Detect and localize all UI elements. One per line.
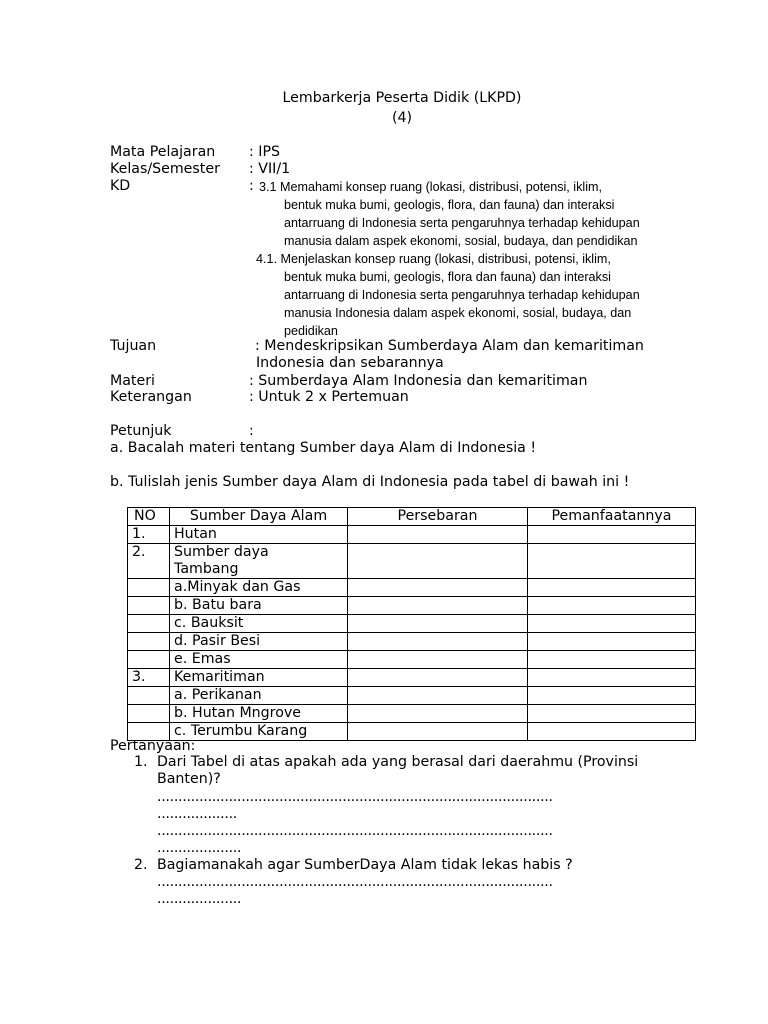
distribution-cell[interactable] <box>348 723 528 741</box>
row-number: 1. <box>128 526 170 544</box>
distribution-cell[interactable] <box>348 544 528 579</box>
resource-name: a.Minyak dan Gas <box>170 579 348 597</box>
material-label: Materi <box>110 373 156 389</box>
kd-line: antarruang di Indonesia serta pengaruhnya terhadap kehidupan <box>284 216 640 230</box>
goal-value: : Mendeskripsikan Sumberdaya Alam dan kemaritiman <box>255 338 644 354</box>
resource-name: d. Pasir Besi <box>170 633 348 651</box>
row-number <box>128 651 170 669</box>
question-2-number: 2. <box>134 857 148 873</box>
kd-line: bentuk muka bumi, geologis, flora dan fauna) dan interaksi <box>284 270 611 284</box>
kd-line: bentuk muka bumi, geologis, flora, dan fauna) dan interaksi <box>284 198 615 212</box>
table-row <box>128 579 696 597</box>
row-number <box>128 687 170 705</box>
usage-cell[interactable] <box>528 579 696 597</box>
table-row <box>128 687 696 705</box>
usage-cell[interactable] <box>528 526 696 544</box>
row-number: 2. <box>128 544 170 579</box>
table-row <box>128 669 696 687</box>
table-row <box>128 597 696 615</box>
note-label: Keterangan <box>110 389 192 405</box>
instruction-a: a. Bacalah materi tentang Sumber daya Alam di Indonesia ! <box>110 440 537 456</box>
note-value: : Untuk 2 x Pertemuan <box>249 389 409 405</box>
header-resource: Sumber Daya Alam <box>170 508 348 526</box>
row-number <box>128 615 170 633</box>
subject-label: Mata Pelajaran <box>110 144 216 160</box>
table-row <box>128 705 696 723</box>
usage-cell[interactable] <box>528 544 696 579</box>
header-no: NO <box>128 508 170 526</box>
usage-cell[interactable] <box>528 651 696 669</box>
resource-name: c. Bauksit <box>170 615 348 633</box>
table-row <box>128 651 696 669</box>
goal-value-cont: Indonesia dan sebarannya <box>256 355 444 371</box>
answer-line[interactable]: .............................................................................................. <box>157 789 553 805</box>
distribution-cell[interactable] <box>348 526 528 544</box>
kd-line: manusia dalam aspek ekonomi, sosial, budaya, dan pendidikan <box>284 234 638 248</box>
resource-name: e. Emas <box>170 651 348 669</box>
question-1-number: 1. <box>134 754 148 770</box>
usage-cell[interactable] <box>528 723 696 741</box>
answer-line[interactable]: .............................................................................................. <box>157 823 553 839</box>
distribution-cell[interactable] <box>348 597 528 615</box>
resource-name: Kemaritiman <box>170 669 348 687</box>
goal-label: Tujuan <box>110 338 157 354</box>
distribution-cell[interactable] <box>348 579 528 597</box>
questions-label: Pertanyaan: <box>110 738 196 754</box>
row-number <box>128 633 170 651</box>
table-row <box>128 544 696 579</box>
usage-cell[interactable] <box>528 633 696 651</box>
instruction-b: b. Tulislah jenis Sumber daya Alam di Indonesia pada tabel di bawah ini ! <box>110 474 630 490</box>
row-number <box>128 705 170 723</box>
distribution-cell[interactable] <box>348 669 528 687</box>
resource-name: b. Batu bara <box>170 597 348 615</box>
distribution-cell[interactable] <box>348 687 528 705</box>
usage-cell[interactable] <box>528 687 696 705</box>
material-value: : Sumberdaya Alam Indonesia dan kemaritiman <box>249 373 588 389</box>
resource-name: b. Hutan Mngrove <box>170 705 348 723</box>
instructions-label: Petunjuk <box>110 423 172 439</box>
answer-line[interactable]: .................... <box>157 840 242 856</box>
distribution-cell[interactable] <box>348 705 528 723</box>
table-row <box>128 615 696 633</box>
subject-value: : IPS <box>249 144 281 160</box>
instructions-colon: : <box>249 423 254 439</box>
distribution-cell[interactable] <box>348 615 528 633</box>
question-1-text: Dari Tabel di atas apakah ada yang berasal dari daerahmu (Provinsi <box>157 754 639 770</box>
header-distribution: Persebaran <box>348 508 528 526</box>
resource-table <box>127 507 696 741</box>
usage-cell[interactable] <box>528 669 696 687</box>
usage-cell[interactable] <box>528 705 696 723</box>
kd-line: 4.1. Menjelaskan konsep ruang (lokasi, distribusi, potensi, iklim, <box>256 252 611 266</box>
question-2-text: Bagiamanakah agar SumberDaya Alam tidak lekas habis ? <box>157 857 573 873</box>
answer-line[interactable]: .................... <box>157 891 242 907</box>
document-title: Lembarkerja Peserta Didik (LKPD) <box>282 90 522 106</box>
answer-line[interactable]: ................... <box>157 806 237 822</box>
row-number <box>128 579 170 597</box>
kd-colon: : <box>249 178 254 194</box>
resource-name: Hutan <box>170 526 348 544</box>
row-number <box>128 597 170 615</box>
kd-line: 3.1 Memahami konsep ruang (lokasi, distribusi, potensi, iklim, <box>259 180 602 194</box>
kd-line: pedidikan <box>284 324 338 338</box>
row-number: 3. <box>128 669 170 687</box>
resource-name: c. Terumbu Karang <box>170 723 348 741</box>
distribution-cell[interactable] <box>348 633 528 651</box>
header-usage: Pemanfaatannya <box>528 508 696 526</box>
usage-cell[interactable] <box>528 597 696 615</box>
table-row <box>128 526 696 544</box>
distribution-cell[interactable] <box>348 651 528 669</box>
kd-line: manusia Indonesia dalam aspek ekonomi, sosial, budaya, dan <box>284 306 632 320</box>
class-value: : VII/1 <box>249 161 291 177</box>
table-row <box>128 633 696 651</box>
class-label: Kelas/Semester <box>110 161 220 177</box>
resource-name: a. Perikanan <box>170 687 348 705</box>
question-1-text-cont: Banten)? <box>157 771 221 787</box>
kd-line: antarruang di Indonesia serta pengaruhnya terhadap kehidupan <box>284 288 640 302</box>
usage-cell[interactable] <box>528 615 696 633</box>
resource-name: Sumber daya Tambang <box>170 544 348 579</box>
kd-label: KD <box>110 178 131 194</box>
document-number: (4) <box>391 110 413 126</box>
answer-line[interactable]: .............................................................................................. <box>157 874 553 890</box>
table-row <box>128 723 696 741</box>
